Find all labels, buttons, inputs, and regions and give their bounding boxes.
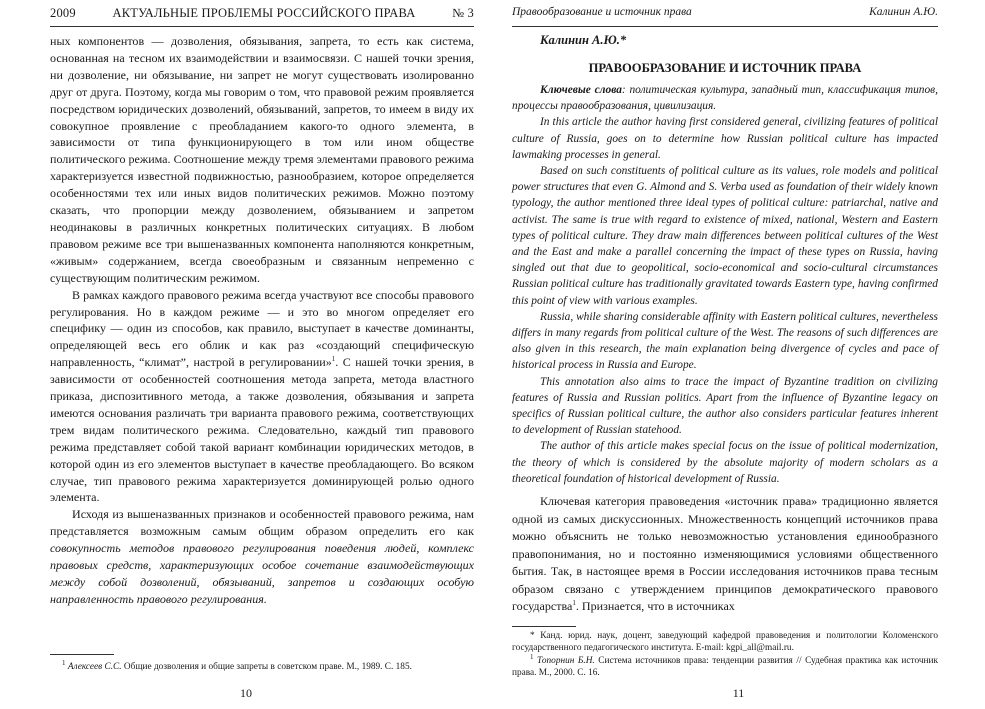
footnote-author: Топорнин Б.Н. <box>537 656 595 666</box>
right-footnote-star: * Канд. юрид. наук, доцент, заведующий кафедрой правоведения и политологии Коломенского государственного педагогического института. E-mail: kgpi_all@mail.ru. <box>512 631 938 653</box>
header-year: 2009 <box>50 6 76 20</box>
footnote-author: Алексеев С.С. <box>67 662 122 672</box>
keywords-label: Ключевые слова <box>540 84 622 96</box>
paragraph <box>50 506 474 607</box>
abstract-paragraph: In this article the author having first considered general, civilizing features of political culture of Russia, goes on to determine how Russian political culture has impacted lawmaking processes in general. <box>512 116 938 161</box>
paragraph <box>512 493 938 616</box>
paragraph-text: Исходя из вышеназванных признаков и особенностей правового режима, нам представляется возможным самым общим образом определить его как <box>50 507 474 539</box>
abstract <box>512 82 938 487</box>
keywords-text: : политическая культура, западный тип, классификация типов, процессы правообразования, цивилизация. <box>512 84 938 113</box>
footnote-rule <box>512 626 576 627</box>
right-footnote-1 <box>512 652 938 679</box>
header-issue: № 3 <box>452 6 474 20</box>
right-page <box>492 0 985 709</box>
paragraph <box>50 287 474 507</box>
definition-italic: совокупность методов правового регулирования поведения людей, комплекс правовых средств, характеризующих особое сочетание взаимодействующих между собой дозволений, обязываний, запретов и создающих особую направленность правового регулирования. <box>50 541 474 606</box>
abstract-paragraph: Russia, while sharing considerable affinity with Eastern political cultures, nevertheless differs in many regards from political culture of the West. The reasons of such differences are also given in this research, the main explanation being divergence of cycles and pace of historical process in Russia and Europe. <box>512 310 938 372</box>
left-footnote <box>62 658 472 673</box>
paragraph-text: В рамках каждого правового режима всегда участвуют все способы правового регулирования. Но в каждом режиме — и это во многом определяет его специфику — один из способов, как правило, выступает в качестве доминанты, определяющей весь его облик и как раз «создающий специфическую направленность, “климат”, настрой в регулировании» <box>50 287 474 370</box>
footnote-ref: 1 <box>572 599 576 608</box>
main-text <box>512 493 938 616</box>
footnote-text: Общие дозволения и общие запреты в советском праве. М., 1989. С. 185. <box>121 662 412 672</box>
article-author: Калинин А.Ю.* <box>540 33 627 47</box>
footnote-text: Система источников права: тенденции развития // Судебная практика как источник права. М., 2000. С. 16. <box>512 656 938 678</box>
abstract-paragraph: This annotation also aims to trace the impact of Byzantine tradition on civilizing features of Russia and Russian politics. Apart from the influence of Byzantine legacy on specifics of Russian political culture, the author also considers particular features inherent to development of Russian statehood. <box>512 375 938 437</box>
left-running-head <box>50 6 474 27</box>
abstract-paragraph: The author of this article makes special focus on the issue of political modernization, the theory of which is considered by the absolute majority of modern scholars as a theoretical foundation of historical development of Russia. <box>512 440 938 485</box>
keywords <box>512 82 938 114</box>
left-page <box>0 0 492 709</box>
header-journal: АКТУАЛЬНЫЕ ПРОБЛЕМЫ РОССИЙСКОГО ПРАВА <box>112 6 416 20</box>
paragraph-text: Ключевая категория правоведения «источник права» традиционно является одной из самых дискуссионных. Множественность концепций источников права можно объяснить не только невозможностью установления единообразного правопонимания, но и постоянно изменяющимися условиями общественного бытия. Так, в настоящее время в России исследования источников права тесным образом связано с утверждением принципов демократического правового государства <box>512 494 938 614</box>
article-title: ПРАВООБРАЗОВАНИЕ И ИСТОЧНИК ПРАВА <box>588 61 862 75</box>
header-article-title: Правообразование и источник права <box>512 6 692 18</box>
footnote-rule <box>50 654 114 655</box>
paragraph: ных компонентов — дозволения, обязывания, запрета, то есть как система, основанная на тесном их взаимодействии и взаимосвязи. С нашей точки зрения, ни дозволение, ни обязывание, ни запрет не могут существовать изолированно друг от друга. Поэтому, когда мы говорим о том, что правовой режим проявляется посредством юридических дозволений, обязываний, запретов, то имеем в виду их совокупное проявление с преобладанием какого-то одного элемента, в зависимости от типа функционирующего в том или ином обществе политического режима. Соотношение между тремя элементами правового режима характеризуется известной подвижностью, разнообразием, которое определяется особенностями тех или иных видов политических режимов. Можно поэтому сказать, что пропорции между дозволением, обязыванием и запретом неодинаковы в различных конкретных политических ситуациях. В любом правовом режиме все три вышеназванных компонента наполняются конкретным, «живым» содержанием, всегда своеобразным и связанным непременно с существующим политическим режимом. <box>50 34 474 285</box>
header-author: Калинин А.Ю. <box>869 6 938 18</box>
paragraph-text: . С нашей точки зрения, в зависимости от особенностей соотношения метода запрета, метода властного приказа, диспозитивного метода, а также дозволения, обязывания и запрета имеются основания различать три варианта правового режима, соответствующих трем видам политического режима. Следовательно, каждый тип правового режима представляет собой такой вариант комбинации юридических методов, в которой один из его элементов выступает в качестве преобладающего. Во всяком случае, тип правового режима характеризуется доминирующей ролью одного элемента. <box>50 355 474 505</box>
paragraph-text: . Признается, что в источниках <box>575 599 735 614</box>
abstract-paragraph: Based on such constituents of political culture as its values, role models and political power structures that even G. Almond and S. Verba used as foundation of their widely known typology, the author mentioned three ideal types of political culture: patriarchal, native and activist. The same is true with regard to existence of mixed, national, Western and Eastern types of political culture. They draw main differences between political cultures of the West and the East and make a parallel concerning the impact of these types on Russia, having singled out that due to geopolitical, socio-economical and socio-cultural circumstances Russian political culture has traditionally gravitated towards Eastern type, having confirmed this point of view with various examples. <box>512 165 938 307</box>
left-body-text <box>50 33 474 608</box>
right-page-number: 11 <box>732 686 745 700</box>
footnote-ref: 1 <box>331 355 336 364</box>
right-running-head <box>512 6 938 27</box>
footnote-number: 1 <box>62 658 66 667</box>
footnote-number: 1 <box>530 652 534 661</box>
left-page-number: 10 <box>240 686 252 700</box>
